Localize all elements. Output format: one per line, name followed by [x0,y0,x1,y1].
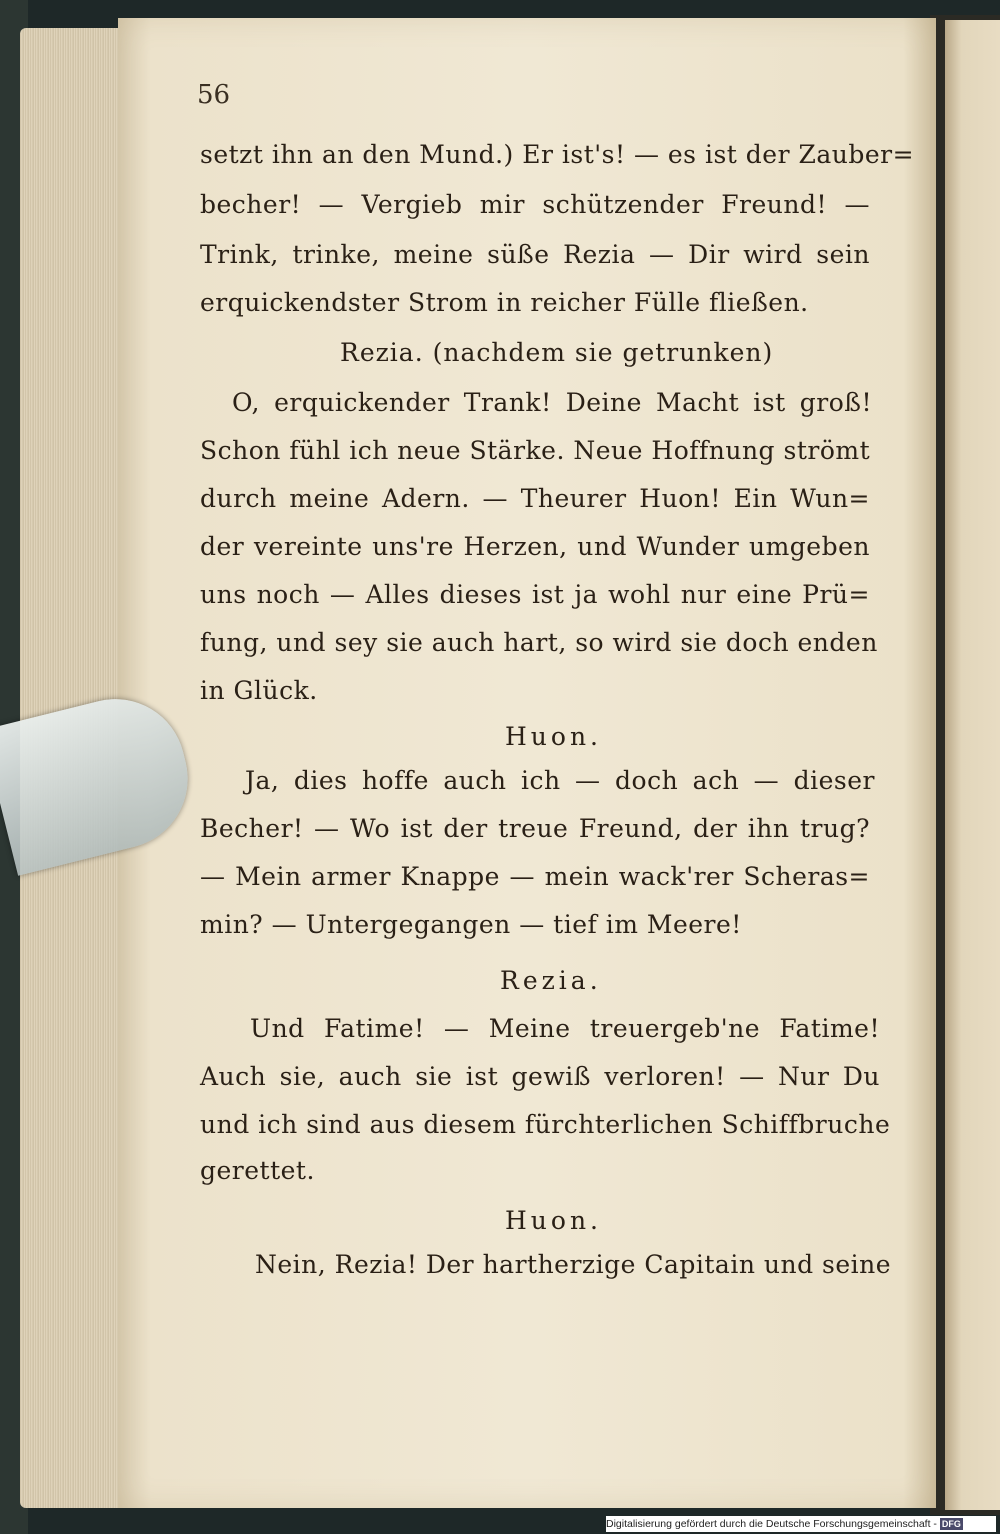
text-line: der vereinte uns're Herzen, und Wunder umgeben [200,532,870,561]
text-line: Und Fatime! — Meine treuergeb'ne Fatime! [250,1014,880,1043]
credit-text: Digitalisierung gefördert durch die Deutsche Forschungsgemeinschaft - [606,1518,937,1530]
speaker-heading: Rezia. (nachdem sie getrunken) [340,338,774,367]
speaker-heading: Huon. [505,1206,603,1235]
text-line: — Mein armer Knappe — mein wack'rer Scheras= [200,862,870,891]
text-line: Auch sie, auch sie ist gewiß verloren! — Nur Du [200,1062,880,1091]
text-line: Schon fühl ich neue Stärke. Neue Hoffnung strömt [200,436,871,465]
text-line: Ja, dies hoffe auch ich — doch ach — dieser [245,766,875,795]
text-line: Trink, trinke, meine süße Rezia — Dir wird sein [200,240,870,269]
text-line: gerettet. [200,1156,315,1185]
text-line: uns noch — Alles dieses ist ja wohl nur eine Prü= [200,580,870,609]
page-number: 56 [197,80,231,110]
text-line: Nein, Rezia! Der hartherzige Capitain und seine [255,1250,892,1279]
text-line: und ich sind aus diesem fürchterlichen Schiffbruche [200,1110,891,1139]
dfg-logo: DFG [941,1519,961,1529]
text-line: fung, und sey sie auch hart, so wird sie doch enden [200,628,878,657]
text-line: erquickendster Strom in reicher Fülle fließen. [200,288,809,317]
text-line: setzt ihn an den Mund.) Er ist's! — es ist der Zauber= [200,140,915,169]
speaker-heading: Huon. [505,722,603,751]
text-line: Becher! — Wo ist der treue Freund, der ihn trug? [200,814,870,843]
digitization-credit [606,1516,996,1532]
speaker-heading: Rezia. [500,966,602,995]
text-line: O, erquickender Trank! Deine Macht ist groß! [232,388,872,417]
text-line: durch meine Adern. — Theurer Huon! Ein Wun= [200,484,870,513]
text-line: becher! — Vergieb mir schützender Freund! — [200,190,870,219]
facing-page-edge [945,20,1000,1510]
text-line: min? — Untergegangen — tief im Meere! [200,910,742,939]
text-line: in Glück. [200,676,318,705]
